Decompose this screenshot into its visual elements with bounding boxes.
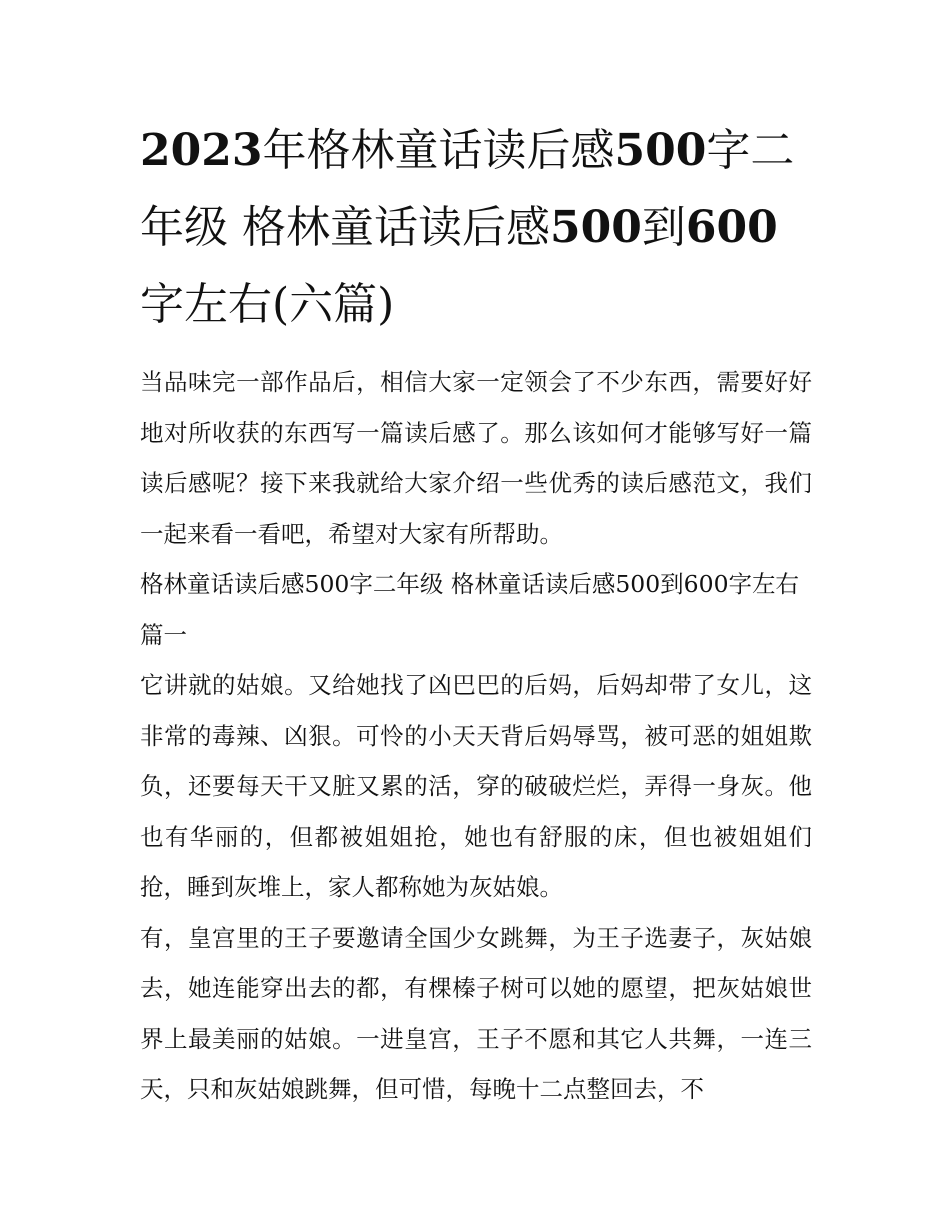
document-page (140, 112, 812, 1115)
intro-paragraph: 当品味完一部作品后，相信大家一定领会了不少东西，需要好好地对所收获的东西写一篇读后感了。那么该如何才能够写好一篇读后感呢？接下来我就给大家介绍一些优秀的读后感范文，我们一起来看一看吧，希望对大家有所帮助。 (140, 368, 812, 548)
section-heading: 格林童话读后感500字二年级 格林童话读后感500到600字左右篇一 (140, 570, 800, 649)
body-paragraph-1: 它讲就的姑娘。又给她找了凶巴巴的后妈，后妈却带了女儿，这非常的毒辣、凶狠。可怜的小天天背后妈辱骂，被可恶的姐姐欺负，还要每天干又脏又累的活，穿的破破烂烂，弄得一身灰。他也有华丽的，但都被姐姐抢，她也有舒服的床，但也被姐姐们抢，睡到灰堆上，家人都称她为灰姑娘。 (140, 671, 812, 901)
body-paragraph-2: 有，皇宫里的王子要邀请全国少女跳舞，为王子选妻子，灰姑娘去，她连能穿出去的都，有棵榛子树可以她的愿望，把灰姑娘世界上最美丽的姑娘。一进皇宫，王子不愿和其它人共舞，一连三天，只和灰姑娘跳舞，但可惜，每晚十二点整回去，不 (140, 923, 812, 1103)
document-title: 2023年格林童话读后感500字二年级 格林童话读后感500到600字左右(六篇) (140, 125, 795, 330)
